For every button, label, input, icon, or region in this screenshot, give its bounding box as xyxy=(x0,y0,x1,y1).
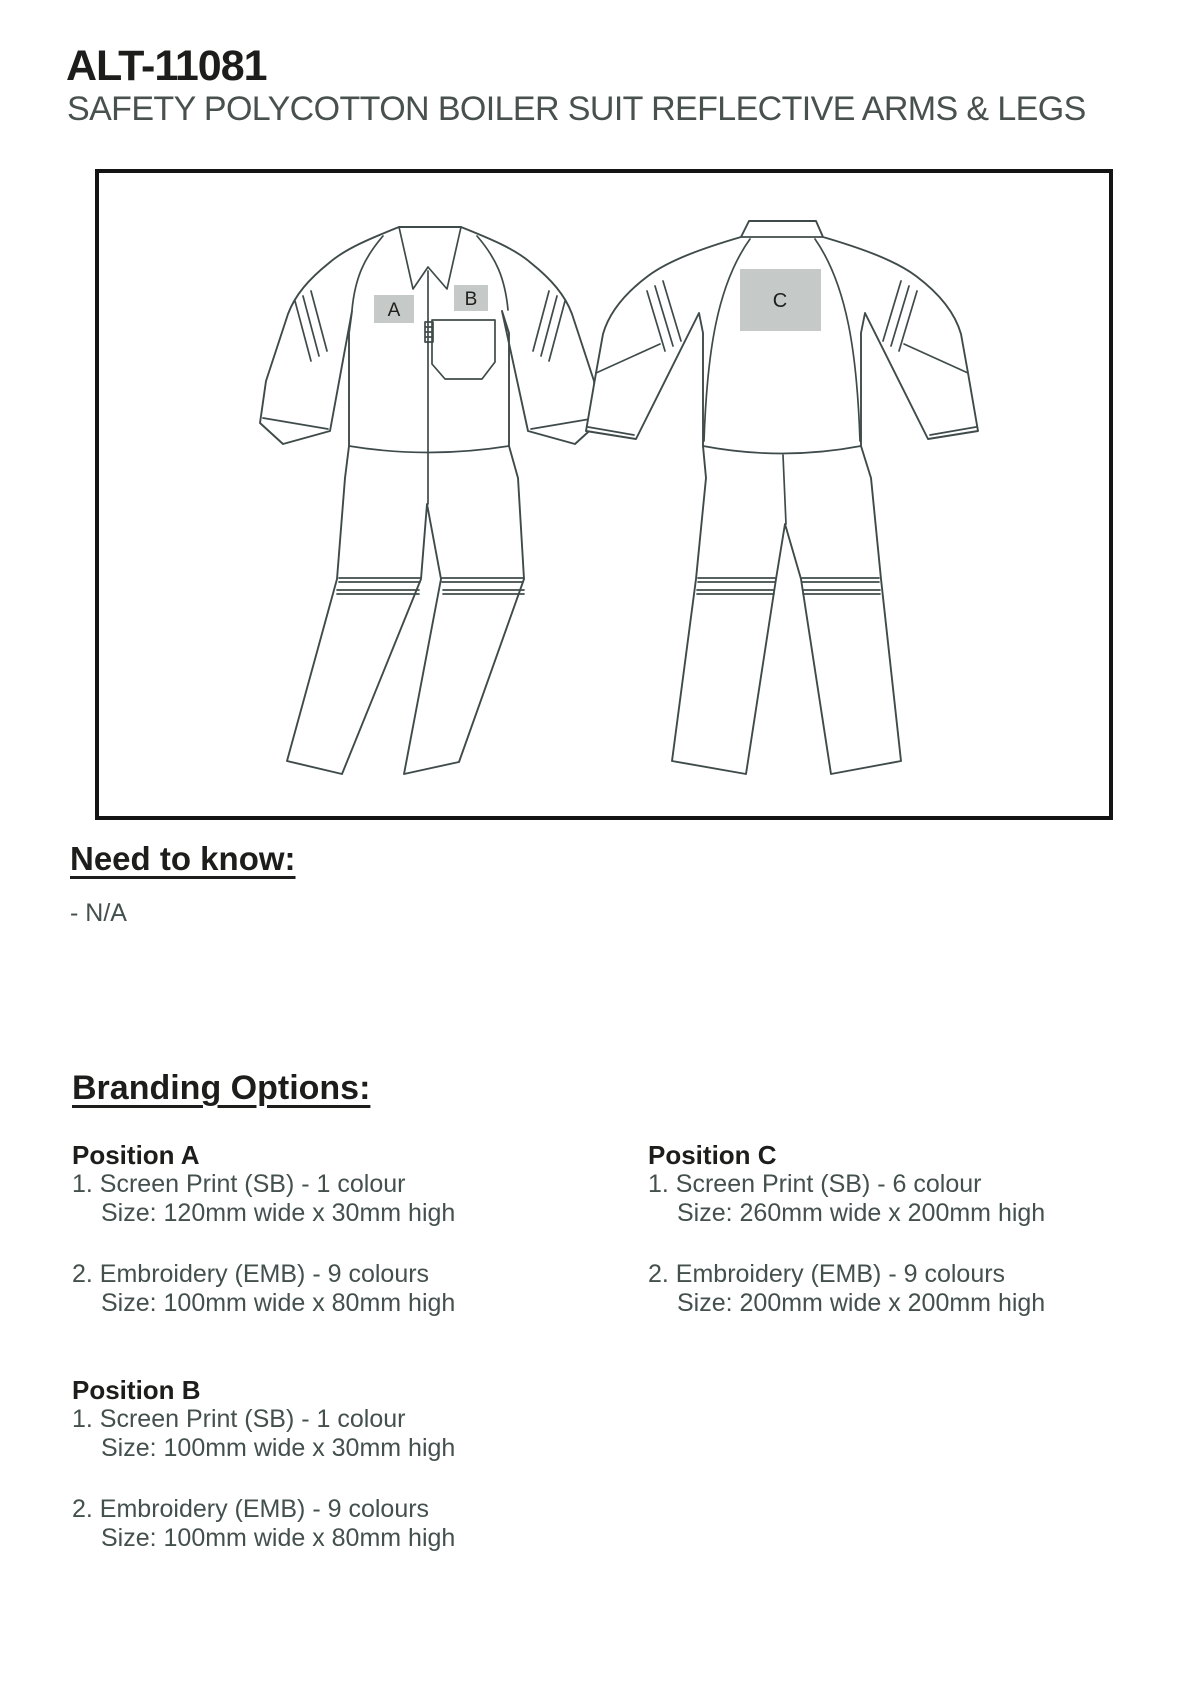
garment-diagram-frame xyxy=(95,169,1113,820)
position-b-label: B xyxy=(464,289,478,310)
option-line: 1. Screen Print (SB) - 1 colour xyxy=(72,1405,406,1433)
position-a-label: A xyxy=(387,300,401,321)
option-size-line: Size: 200mm wide x 200mm high xyxy=(677,1289,1046,1317)
option-size-line: Size: 100mm wide x 30mm high xyxy=(101,1434,456,1462)
front-silhouette xyxy=(260,227,598,774)
branding-options-heading: Branding Options: xyxy=(72,1069,371,1107)
back-view-drawing xyxy=(586,221,978,774)
option-line: 2. Embroidery (EMB) - 9 colours xyxy=(648,1260,1006,1288)
need-to-know-heading: Need to know: xyxy=(70,840,296,877)
position-c-block xyxy=(648,1140,1188,1318)
product-code-title: ALT-11081 xyxy=(66,42,267,90)
option-line: 1. Screen Print (SB) - 6 colour xyxy=(648,1170,982,1198)
garment-diagram xyxy=(99,173,1109,816)
position-c-label: C xyxy=(772,290,788,312)
need-to-know-item: - N/A xyxy=(70,899,127,927)
position-b-block xyxy=(72,1375,612,1553)
position-a-heading: Position A xyxy=(72,1140,200,1170)
position-a-block xyxy=(72,1140,612,1318)
front-view-drawing xyxy=(260,227,598,774)
option-size-line: Size: 260mm wide x 200mm high xyxy=(677,1199,1046,1227)
option-line: 2. Embroidery (EMB) - 9 colours xyxy=(72,1495,430,1523)
position-c-heading: Position C xyxy=(648,1140,777,1170)
option-line: 1. Screen Print (SB) - 1 colour xyxy=(72,1170,406,1198)
option-line: 2. Embroidery (EMB) - 9 colours xyxy=(72,1260,430,1288)
option-size-line: Size: 100mm wide x 80mm high xyxy=(101,1524,456,1552)
position-b-heading: Position B xyxy=(72,1375,201,1405)
product-name-subtitle: SAFETY POLYCOTTON BOILER SUIT REFLECTIVE ARMS & LEGS xyxy=(67,90,1086,128)
option-size-line: Size: 120mm wide x 30mm high xyxy=(101,1199,456,1227)
option-size-line: Size: 100mm wide x 80mm high xyxy=(101,1289,456,1317)
